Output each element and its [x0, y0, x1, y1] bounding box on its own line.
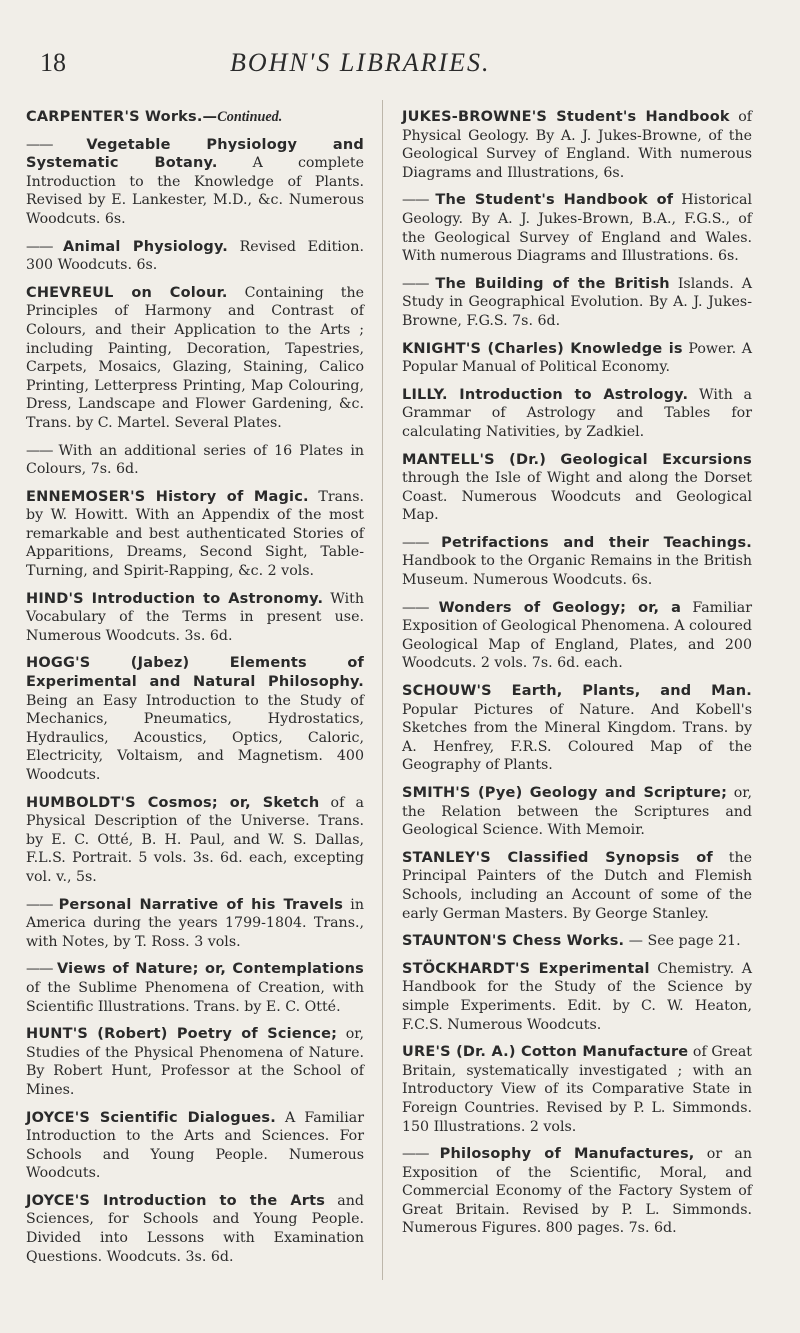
entry-heading: Personal Narrative of his Travels [58, 896, 344, 913]
entry-heading: Philosophy of Manufactures, [439, 1146, 695, 1163]
entry-text: Islands. A Study in Geographical Evolution. By A. J. Jukes-Browne, F.G.S. 7s. 6d. [402, 275, 752, 329]
catalogue-entry [402, 599, 752, 673]
catalogue-entry [402, 108, 752, 182]
entry-heading: HUMBOLDT'S Cosmos; or, Sketch [26, 794, 320, 811]
entry-heading: JUKES-BROWNE'S Student's Handbook [402, 109, 730, 125]
entry-heading: The Student's Handbook of [435, 192, 674, 209]
catalogue-entry [26, 590, 364, 646]
catalogue-entry [26, 654, 364, 784]
entry-heading: ENNEMOSER'S History of Magic. [26, 488, 309, 505]
entry-text: Revised Edition. 300 Woodcuts. 6s. [26, 238, 365, 274]
entry-text: Popular Pictures of Nature. And Kobell's Sketches from the Mineral Kingdom. Trans. by A. Henfrey, F.R.S. Coloured Map of the Geography of Plants. [402, 701, 752, 774]
entry-text: Power. A Popular Manual of Political Economy. [402, 340, 752, 376]
catalogue-entry [402, 932, 752, 951]
entry-text: or, Studies of the Physical Phenomena of Nature. By Robert Hunt, Professor at the School of Mines. [26, 1026, 364, 1098]
catalogue-entry [26, 960, 364, 1016]
entry-heading: Vegetable Physiology and Systematic Botany. [26, 136, 364, 172]
entry-text: or, the Relation between the Scriptures and Geological Science. With Memoir. [402, 785, 752, 839]
entry-heading: Petrifactions and their Teachings. [441, 534, 752, 551]
entry-text: Historical Geology. By A. J. Jukes-Brown, B.A., F.G.S., of the Geological Survey of England and Wales. With numerous Diagrams and Illustrations. 6s. [402, 192, 752, 265]
catalogue-entry [402, 1043, 752, 1136]
entry-text: of the Sublime Phenomena of Creation, with Scientific Illustrations. Trans. by E. C. Otté. [26, 979, 364, 1015]
entry-heading: MANTELL'S (Dr.) Geological Excursions [402, 451, 752, 468]
catalogue-entry [26, 896, 364, 952]
catalogue-entry [402, 191, 752, 265]
entry-heading: SMITH'S (Pye) Geology and Scripture; [402, 785, 728, 801]
ditto-dash: —— [402, 192, 436, 209]
entry-heading: JOYCE'S Introduction to the Arts [26, 1192, 326, 1209]
catalogue-entry [26, 794, 364, 887]
running-title: BOHN'S LIBRARIES. [230, 48, 491, 77]
catalogue-entry [402, 1145, 752, 1238]
catalogue-entry [26, 1192, 364, 1266]
catalogue-entry [26, 136, 364, 229]
catalogue-entry [26, 238, 364, 275]
left-column [26, 108, 364, 1275]
entry-heading: Animal Physiology. [62, 238, 229, 255]
entry-text: Being an Easy Introduction to the Study of Mechanics, Pneumatics, Hydrostatics, Hydraulics, Acoustics, Optics, Caloric, Electricity, Voltaism, and Magnetism. 400 Woodcuts. [26, 692, 364, 783]
entry-heading: STANLEY'S Classified Synopsis of [402, 849, 713, 866]
catalogue-entry [402, 784, 752, 840]
catalogue-entry [402, 849, 752, 923]
entry-heading: CHEVREUL on Colour. [26, 284, 228, 301]
continued-label: Continued. [217, 109, 283, 125]
entry-heading: KNIGHT'S (Charles) Knowledge is [402, 340, 683, 357]
catalogue-entry [402, 960, 752, 1034]
entry-heading: CARPENTER'S Works.— [26, 109, 218, 125]
entry-text: Handbook to the Organic Remains in the British Museum. Numerous Woodcuts. 6s. [402, 553, 752, 589]
entry-heading: Wonders of Geology; or, a [438, 599, 682, 616]
catalogue-entry [26, 108, 364, 127]
ditto-dash: —— [26, 442, 59, 459]
entry-text: Chemistry. A Handbook for the Study of the Science by simple Experiments. Edit. by C. W. Heaton, F.C.S. Numerous Woodcuts. [402, 960, 752, 1033]
catalogue-entry [26, 284, 364, 433]
entry-text: the Principal Painters of the Dutch and Flemish Schools, including an Account of some of the early German Masters. By George Stanley. [402, 849, 752, 922]
ditto-dash: —— [26, 961, 58, 978]
entry-text: — See page 21. [624, 933, 741, 950]
entry-text: of Physical Geology. By A. J. Jukes-Browne, of the Geological Survey of England. With numerous Diagrams and Illustrations, 6s. [402, 109, 752, 181]
page-number: 18 [40, 48, 66, 77]
entry-heading: URE'S (Dr. A.) Cotton Manufacture [402, 1044, 689, 1061]
catalogue-entry [26, 488, 364, 581]
entry-text: through the Isle of Wight and along the Dorset Coast. Numerous Woodcuts and Geological Map. [402, 470, 752, 524]
column-divider [382, 100, 383, 1280]
catalogue-entry [402, 451, 752, 525]
entry-heading: STAUNTON'S Chess Works. [402, 933, 625, 950]
entry-text: A complete Introduction to the Knowledge of Plants. Revised by E. Lankester, M.D., &c. Numerous Woodcuts. 6s. [26, 155, 365, 227]
right-column [402, 108, 752, 1247]
catalogue-entry [402, 386, 752, 442]
ditto-dash: —— [402, 534, 442, 551]
entry-heading: LILLY. Introduction to Astrology. [402, 386, 689, 403]
ditto-dash: —— [402, 599, 439, 616]
entry-text: in America during the years 1799-1804. Trans., with Notes, by T. Ross. 3 vols. [26, 896, 364, 950]
entry-text: With an additional series of 16 Plates in Colours, 7s. 6d. [26, 442, 365, 478]
entry-heading: STÖCKHARDT'S Experimental [402, 960, 650, 977]
entry-text: Containing the Principles of Harmony and Contrast of Colours, and their Application to the Arts ; including Painting, Decoration, Tapestries, Carpets, Mosaics, Glazing, Staining, Calico Printing, Letterpress Printing, Map Colouring, Dress, Landscape and Flower Gardening, &c. Trans. by C. Martel. Several Plates. [26, 284, 364, 431]
entry-heading: HUNT'S (Robert) Poetry of Science; [26, 1026, 338, 1043]
ditto-dash: —— [402, 1146, 440, 1163]
catalogue-entry [26, 1025, 364, 1099]
catalogue-entry [26, 442, 364, 479]
catalogue-entry [402, 682, 752, 775]
entry-text: or an Exposition of the Scientific, Moral, and Commercial Economy of the Factory System of Great Britain. Revised by P. L. Simmonds. Numerous Figures. 800 pages. 7s. 6d. [402, 1146, 752, 1237]
catalogue-entry [402, 534, 752, 590]
entry-text: With Vocabulary of the Terms in present use. Numerous Woodcuts. 3s. 6d. [26, 590, 365, 644]
entry-heading: HIND'S Introduction to Astronomy. [26, 590, 324, 607]
entry-heading: Views of Nature; or, Contemplations [57, 961, 364, 978]
entry-heading: The Building of the British [435, 275, 670, 292]
entry-text: and Sciences, for Schools and Young People. Divided into Lessons with Examination Questions. Woodcuts. 3s. 6d. [26, 1192, 364, 1265]
entry-text: A Familiar Introduction to the Arts and Sciences. For Schools and Young People. Numerous Woodcuts. [26, 1109, 364, 1182]
ditto-dash: —— [26, 136, 87, 153]
entry-text: Familiar Exposition of Geological Phenomena. A coloured Geological Map of England, Plates, and 200 Woodcuts. 2 vols. 7s. 6d. each. [402, 599, 752, 672]
entry-text: of a Physical Description of the Universe. Trans. by E. C. Otté, B. H. Paul, and W. S. Dallas, F.L.S. Portrait. 5 vols. 3s. 6d. each, excepting vol. v., 5s. [26, 794, 364, 885]
catalogue-entry [402, 275, 752, 331]
entry-heading: JOYCE'S Scientific Dialogues. [26, 1109, 276, 1126]
entry-text: Trans. by W. Howitt. With an Appendix of the most remarkable and best authenticated Stories of Apparitions, Dreams, Second Sight, Table-Turning, and Spirit-Rapping, &c. 2 vols. [26, 488, 364, 580]
ditto-dash: —— [402, 275, 436, 292]
entry-heading: HOGG'S (Jabez) Elements of Experimental and Natural Philosophy. [26, 655, 364, 691]
entry-text: of Great Britain, systematically investigated ; with an Introductory View of its Comparative State in Foreign Countries. Revised by P. L. Simmonds. 150 Illustrations. 2 vols. [402, 1044, 753, 1135]
ditto-dash: —— [26, 238, 63, 255]
entry-heading: SCHOUW'S Earth, Plants, and Man. [402, 683, 752, 700]
catalogue-entry [26, 1109, 364, 1183]
catalogue-entry [402, 340, 752, 377]
page-header [40, 48, 750, 88]
entry-text: With a Grammar of Astrology and Tables for calculating Nativities, by Zadkiel. [402, 386, 753, 440]
ditto-dash: —— [26, 896, 59, 913]
